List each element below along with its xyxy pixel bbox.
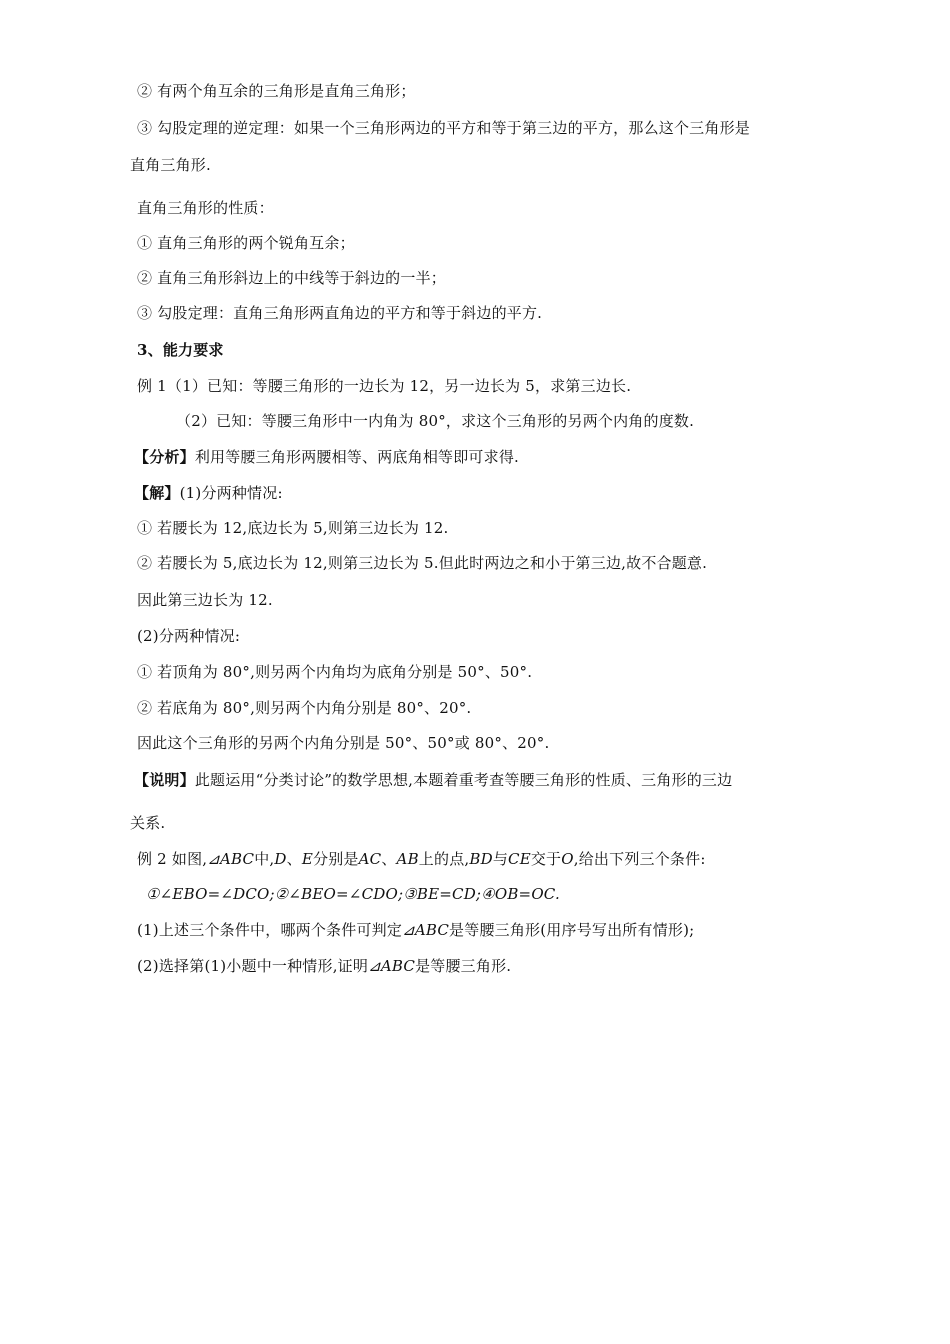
text-line-case-2a: ① 若顶角为 80°,则另两个内角均为底角分别是 50°、50°. bbox=[137, 663, 533, 681]
text-line-property-2: ② 直角三角形斜边上的中线等于斜边的一半； bbox=[137, 269, 446, 287]
section-heading-ability: 3、能力要求 bbox=[137, 341, 224, 359]
text-line-conditions-list: ①∠EBO=∠DCO;②∠BEO=∠CDO;③BE=CD;④OB=OC. bbox=[146, 885, 560, 903]
solution-label: 【解】 bbox=[134, 484, 180, 502]
text-line-case-2b: ② 若底角为 80°,则另两个内角分别是 80°、20°. bbox=[137, 699, 472, 717]
text-line-question-1: (1)上述三个条件中，哪两个条件可判定⊿ABC是等腰三角形(用序号写出所有情形); bbox=[137, 921, 695, 939]
solution-text: (1)分两种情况: bbox=[179, 484, 283, 502]
analysis-text: 利用等腰三角形两腰相等、两底角相等即可求得. bbox=[194, 448, 519, 466]
text-line-case-1a: ① 若腰长为 12,底边长为 5,则第三边长为 12. bbox=[137, 519, 449, 537]
text-line-condition-3: ③ 勾股定理的逆定理：如果一个三角形两边的平方和等于第三边的平方，那么这个三角形是 bbox=[137, 119, 750, 137]
analysis-label: 【分析】 bbox=[134, 448, 195, 466]
text-line-property-3: ③ 勾股定理：直角三角形两直角边的平方和等于斜边的平方. bbox=[137, 304, 543, 322]
text-line-analysis bbox=[134, 447, 519, 467]
text-line-question-2: (2)选择第(1)小题中一种情形,证明⊿ABC是等腰三角形. bbox=[137, 957, 512, 975]
text-line-condition-3-cont: 直角三角形. bbox=[130, 156, 211, 174]
text-line-conclusion-1: 因此第三边长为 12. bbox=[137, 591, 273, 609]
text-line-property-1: ① 直角三角形的两个锐角互余； bbox=[137, 234, 355, 252]
text-line-part2-start: (2)分两种情况: bbox=[137, 627, 241, 645]
text-line-case-1b: ② 若腰长为 5,底边长为 12,则第三边长为 5.但此时两边之和小于第三边,故不合题意. bbox=[137, 554, 708, 572]
text-line-properties-heading: 直角三角形的性质： bbox=[137, 199, 274, 217]
text-line-explanation bbox=[134, 770, 732, 790]
text-line-conclusion-2: 因此这个三角形的另两个内角分别是 50°、50°或 80°、20°. bbox=[137, 734, 550, 752]
text-line-explanation-cont: 关系. bbox=[130, 814, 166, 832]
text-line-solution-start bbox=[134, 483, 283, 503]
explanation-text: 此题运用“分类讨论”的数学思想,本题着重考查等腰三角形的性质、三角形的三边 bbox=[194, 771, 733, 789]
text-line-example1-part2: （2）已知：等腰三角形中一内角为 80°，求这个三角形的另两个内角的度数. bbox=[176, 412, 695, 430]
text-line-example2: 例 2 如图,⊿ABC中,D、E分别是AC、AB上的点,BD与CE交于O,给出下列三个条件: bbox=[137, 850, 706, 868]
explanation-label: 【说明】 bbox=[134, 771, 195, 789]
text-line-condition-2: ② 有两个角互余的三角形是直角三角形； bbox=[137, 82, 416, 100]
text-line-example1-part1: 例 1（1）已知：等腰三角形的一边长为 12，另一边长为 5，求第三边长. bbox=[137, 377, 632, 395]
